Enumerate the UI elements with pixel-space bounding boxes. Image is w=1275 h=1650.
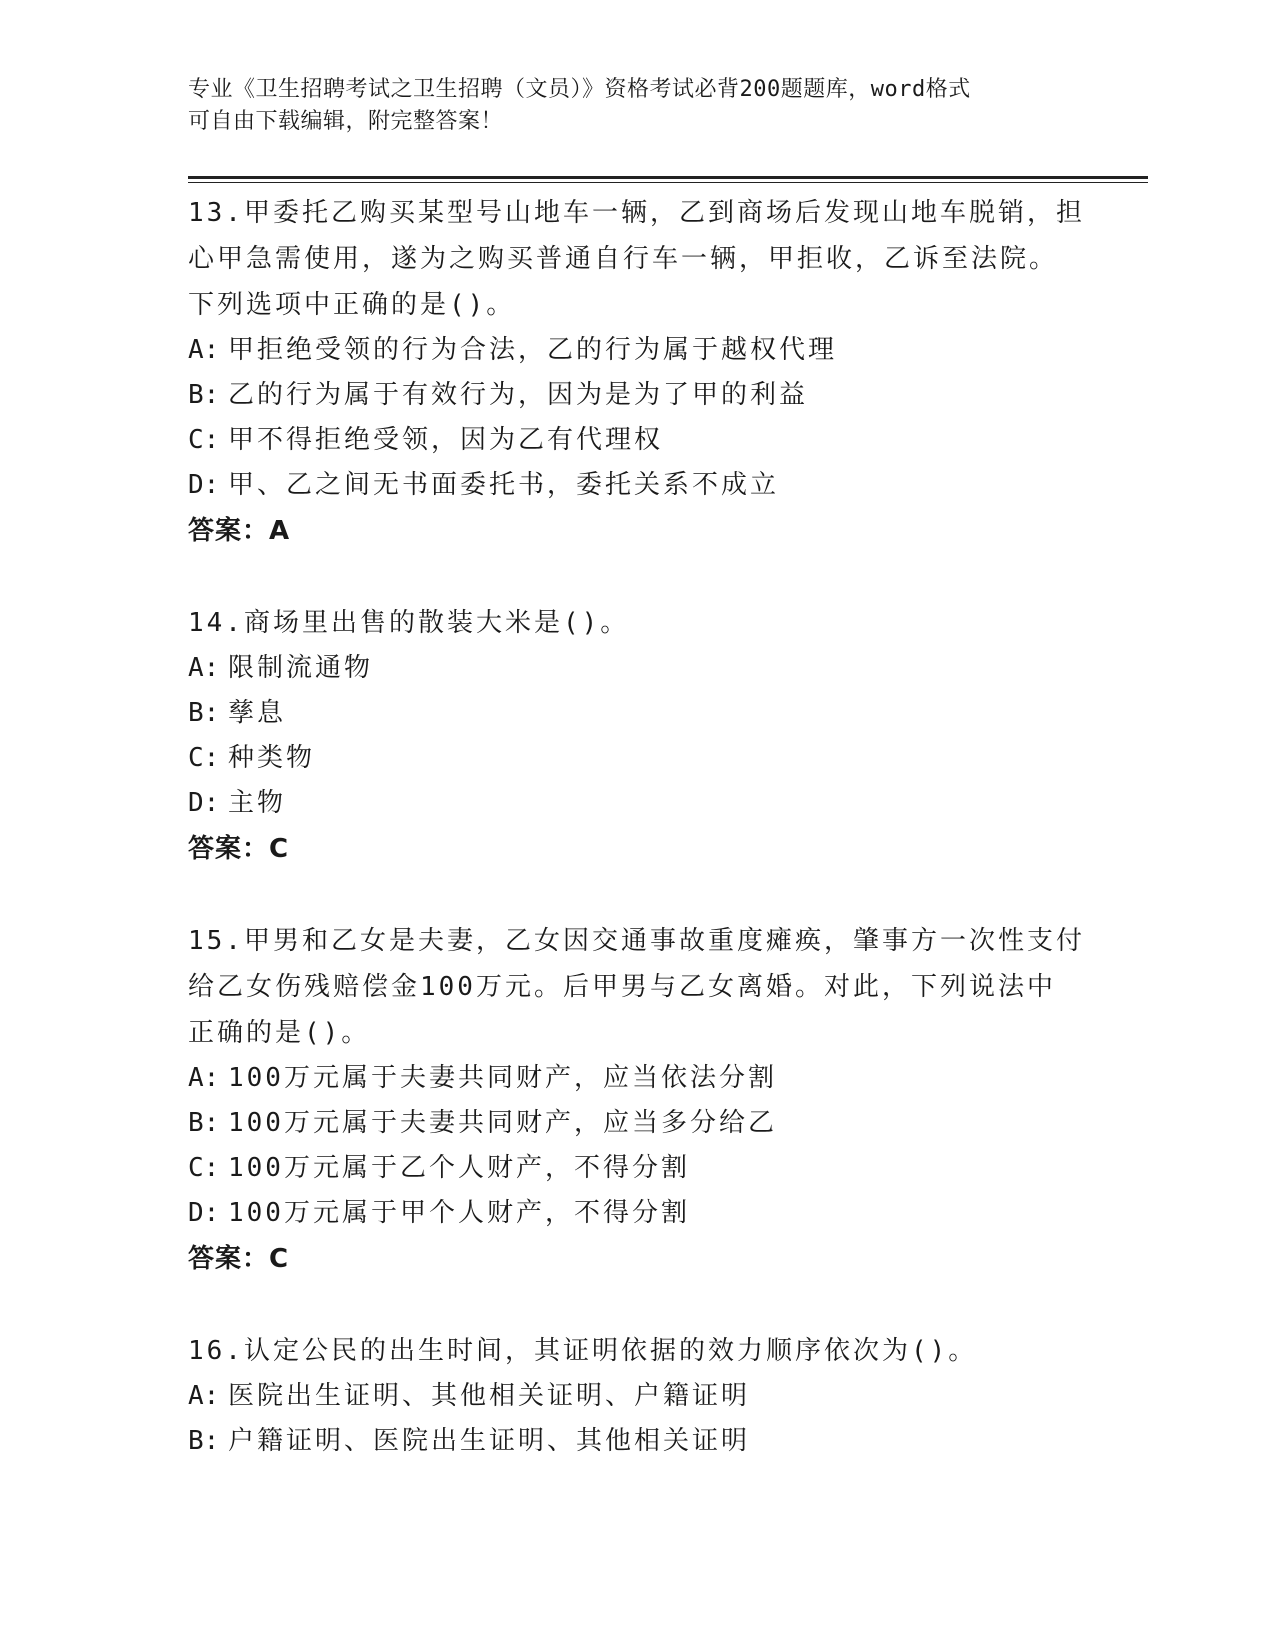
option-letter: D: xyxy=(188,1198,220,1228)
option-text: 100万元属于夫妻共同财产，应当多分给乙 xyxy=(228,1108,777,1138)
option-b xyxy=(188,1419,1088,1464)
question-stem-line: 15.甲男和乙女是夫妻，乙女因交通事故重度瘫痪，肇事方一次性支付 xyxy=(188,926,1085,956)
option-text: 乙的行为属于有效行为，因为是为了甲的利益 xyxy=(228,380,809,410)
option-letter: B: xyxy=(188,698,220,728)
option-letter: C: xyxy=(188,1153,220,1183)
question-stem-line: 给乙女伤残赔偿金100万元。后甲男与乙女离婚。对此，下列说法中 xyxy=(188,972,1056,1002)
option-text: 医院出生证明、其他相关证明、户籍证明 xyxy=(228,1381,751,1411)
option-text: 主物 xyxy=(228,788,287,818)
option-text: 孳息 xyxy=(228,698,287,728)
answer: 答案：C xyxy=(188,1244,290,1274)
answer: 答案：A xyxy=(188,516,291,546)
question-13 xyxy=(188,190,1088,554)
header-line-1: 专业《卫生招聘考试之卫生招聘（文员）》资格考试必背200题题库，word格式 xyxy=(188,77,971,102)
question-stem-line: 心甲急需使用，遂为之购买普通自行车一辆，甲拒收，乙诉至法院。 xyxy=(188,244,1059,274)
option-letter: B: xyxy=(188,380,220,410)
option-b xyxy=(188,691,1088,736)
option-letter: A: xyxy=(188,1063,220,1093)
option-c xyxy=(188,418,1088,463)
option-letter: D: xyxy=(188,788,220,818)
question-stem-line: 正确的是()。 xyxy=(188,1018,371,1048)
option-letter: C: xyxy=(188,743,220,773)
option-c xyxy=(188,736,1088,781)
option-letter: D: xyxy=(188,470,220,500)
question-15 xyxy=(188,918,1088,1282)
answer: 答案：C xyxy=(188,834,290,864)
option-text: 100万元属于乙个人财产，不得分割 xyxy=(228,1153,690,1183)
option-letter: B: xyxy=(188,1108,220,1138)
question-stem-line: 13.甲委托乙购买某型号山地车一辆，乙到商场后发现山地车脱销，担 xyxy=(188,198,1085,228)
option-b xyxy=(188,373,1088,418)
option-b xyxy=(188,1101,1088,1146)
question-14 xyxy=(188,600,1088,872)
option-letter: A: xyxy=(188,1381,220,1411)
option-text: 100万元属于甲个人财产，不得分割 xyxy=(228,1198,690,1228)
option-d xyxy=(188,1191,1088,1236)
option-text: 户籍证明、医院出生证明、其他相关证明 xyxy=(228,1426,751,1456)
option-a xyxy=(188,1374,1088,1419)
option-a xyxy=(188,646,1088,691)
option-text: 甲不得拒绝受领，因为乙有代理权 xyxy=(228,425,664,455)
option-text: 甲拒绝受领的行为合法，乙的行为属于越权代理 xyxy=(228,335,838,365)
option-d xyxy=(188,781,1088,826)
option-text: 种类物 xyxy=(228,743,316,773)
option-letter: A: xyxy=(188,335,220,365)
option-c xyxy=(188,1146,1088,1191)
question-16 xyxy=(188,1328,1088,1464)
header-divider-thick xyxy=(188,176,1148,179)
option-letter: A: xyxy=(188,653,220,683)
header-line-2: 可自由下载编辑，附完整答案！ xyxy=(188,109,504,134)
option-text: 甲、乙之间无书面委托书，委托关系不成立 xyxy=(228,470,780,500)
option-text: 100万元属于夫妻共同财产，应当依法分割 xyxy=(228,1063,777,1093)
option-d xyxy=(188,463,1088,508)
header-divider-thin xyxy=(188,182,1148,183)
option-letter: C: xyxy=(188,425,220,455)
option-a xyxy=(188,328,1088,373)
option-text: 限制流通物 xyxy=(228,653,374,683)
question-stem-line: 16.认定公民的出生时间，其证明依据的效力顺序依次为()。 xyxy=(188,1336,978,1366)
document-header xyxy=(188,74,1088,138)
question-list xyxy=(188,190,1088,1510)
question-stem-line: 14.商场里出售的散装大米是()。 xyxy=(188,608,630,638)
option-letter: B: xyxy=(188,1426,220,1456)
question-stem-line: 下列选项中正确的是()。 xyxy=(188,290,516,320)
option-a xyxy=(188,1056,1088,1101)
